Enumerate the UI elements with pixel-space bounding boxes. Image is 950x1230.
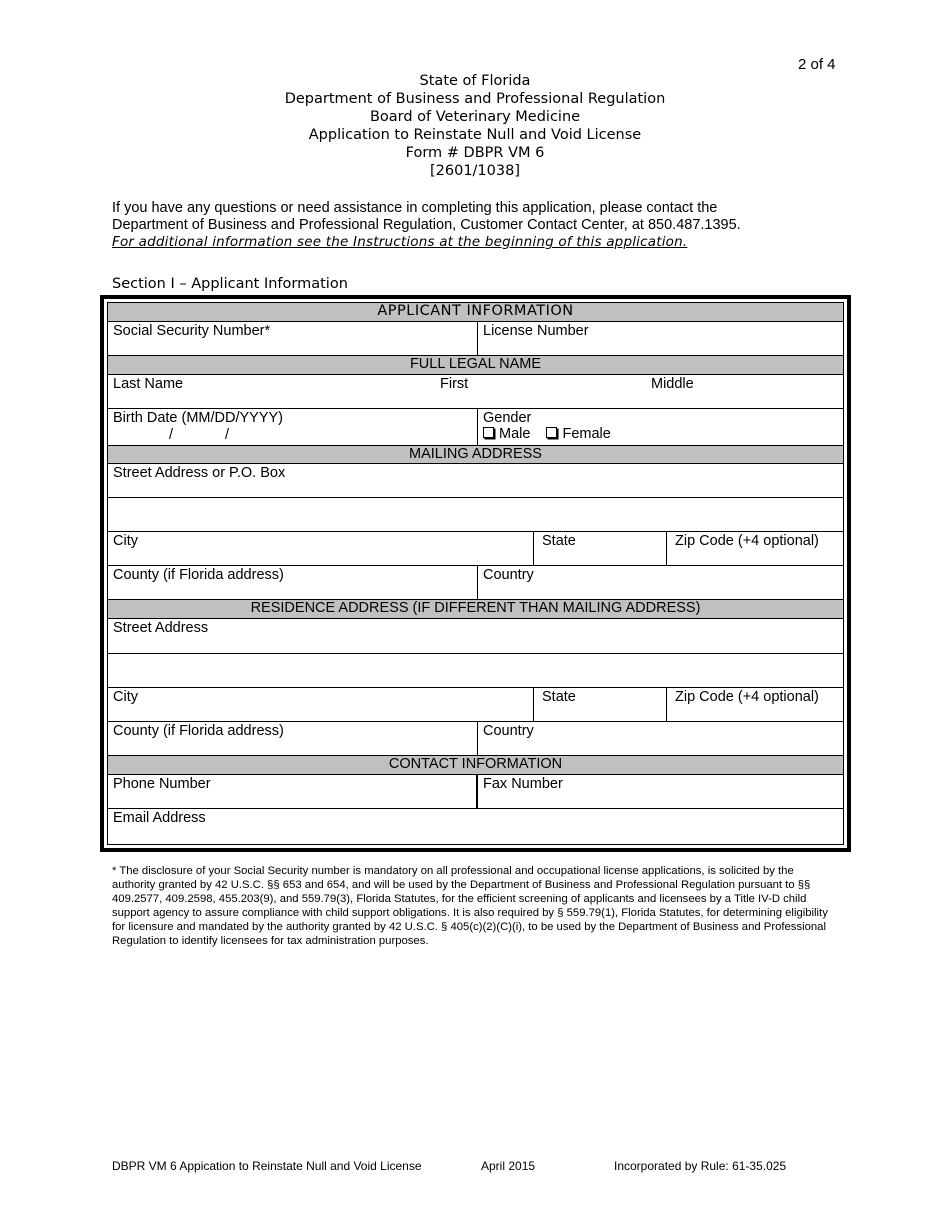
birth-date-label: Birth Date (MM/DD/YYYY) <box>113 410 283 426</box>
residence-state-field[interactable] <box>533 688 666 721</box>
ssn-license-row <box>108 322 843 356</box>
mailing-county-field[interactable] <box>108 566 477 599</box>
mailing-city-field[interactable] <box>108 532 533 565</box>
phone-number-field[interactable] <box>108 775 476 808</box>
birth-date-separator-2: / <box>225 427 230 443</box>
section-title: Section I – Applicant Information <box>112 276 348 292</box>
mailing-state-field[interactable] <box>533 532 666 565</box>
female-option[interactable] <box>546 426 610 442</box>
mailing-county-label: County (if Florida address) <box>113 567 284 583</box>
residence-county-field[interactable] <box>108 722 477 755</box>
header-form-number: Form # DBPR VM 6 <box>405 145 545 161</box>
residence-city-row <box>108 688 843 722</box>
residence-city-field[interactable] <box>108 688 533 721</box>
birth-date-separator-1: / <box>169 427 174 443</box>
residence-zip-label: Zip Code (+4 optional) <box>675 689 819 705</box>
page-number: 2 of 4 <box>798 56 836 73</box>
mailing-city-label: City <box>113 533 138 549</box>
female-checkbox[interactable] <box>546 427 557 438</box>
residence-country-field[interactable] <box>477 722 843 755</box>
phone-fax-row <box>108 775 843 809</box>
mailing-country-field[interactable] <box>477 566 843 599</box>
header-application-title: Application to Reinstate Null and Void License <box>308 127 642 143</box>
ssn-disclosure-note: * The disclosure of your Social Security number is mandatory on all professional and occupational license applications, is solicited by the authority granted by 42 U.S.C. §§ 653 and 654, and will be used by the Department of Business and Professional Regulation pursuant to §§ 409.2577, 409.2598, 455.203(9), and 559.79(3), Florida Statutes, for the efficient screening of applicants and licensees by a Title IV-D child support agency to assure compliance with child support obligations. It is also required by § 559.79(1), Florida Statutes, for determining eligibility for licensure and mandated by the authority granted by 42 U.S.C. § 405(c)(2)(C)(i), to be used by the Department of Business and Professional Regulation to identify licensees for tax administration purposes. <box>112 865 828 947</box>
header-state: State of Florida <box>419 73 531 89</box>
gender-field <box>477 409 843 445</box>
footer-form-name: DBPR VM 6 Appication to Reinstate Null and Void License <box>112 1159 422 1173</box>
email-row[interactable] <box>108 809 843 843</box>
footer-date: April 2015 <box>481 1159 536 1173</box>
birth-date-field[interactable] <box>108 409 477 445</box>
residence-address-header: RESIDENCE ADDRESS (IF DIFFERENT THAN MAILING ADDRESS) <box>108 600 843 619</box>
residence-county-label: County (if Florida address) <box>113 723 284 739</box>
full-legal-name-header: FULL LEGAL NAME <box>108 356 843 375</box>
mailing-zip-field[interactable] <box>666 532 843 565</box>
male-label: Male <box>499 426 531 442</box>
applicant-information-header: APPLICANT INFORMATION <box>108 303 843 322</box>
mailing-county-row <box>108 566 843 600</box>
male-option[interactable] <box>483 426 530 442</box>
last-name-label: Last Name <box>113 376 184 392</box>
first-name-label: First <box>440 376 469 392</box>
fax-number-field[interactable] <box>476 775 843 808</box>
mailing-street-row-2[interactable] <box>108 498 843 532</box>
residence-state-label: State <box>542 689 576 705</box>
residence-county-row <box>108 722 843 756</box>
residence-street-row-1[interactable] <box>108 619 843 654</box>
ssn-field[interactable] <box>108 322 477 355</box>
ssn-label: Social Security Number* <box>113 323 271 339</box>
header-form-code: [2601/1038] <box>429 163 520 179</box>
header-department: Department of Business and Professional Regulation <box>284 91 666 107</box>
residence-street-label: Street Address <box>113 620 209 636</box>
applicant-form <box>100 295 851 852</box>
name-row[interactable] <box>108 375 843 409</box>
header-board: Board of Veterinary Medicine <box>369 109 581 125</box>
mailing-street-label: Street Address or P.O. Box <box>113 465 286 481</box>
intro-paragraph <box>112 200 832 251</box>
residence-city-label: City <box>113 689 138 705</box>
intro-line-1: If you have any questions or need assistance in completing this application, please contact the <box>112 200 718 216</box>
email-address-label: Email Address <box>113 810 206 826</box>
male-checkbox[interactable] <box>483 427 494 438</box>
mailing-street-row-1[interactable] <box>108 464 843 498</box>
license-number-label: License Number <box>483 323 589 339</box>
intro-line-2: Department of Business and Professional Regulation, Customer Contact Center, at 850.487.1395. <box>112 217 741 233</box>
gender-label: Gender <box>483 410 532 426</box>
contact-information-header: CONTACT INFORMATION <box>108 756 843 775</box>
mailing-address-header: MAILING ADDRESS <box>108 446 843 464</box>
female-label: Female <box>562 426 611 442</box>
mailing-zip-label: Zip Code (+4 optional) <box>675 533 819 549</box>
residence-zip-field[interactable] <box>666 688 843 721</box>
footer-rule: Incorporated by Rule: 61-35.025 <box>614 1159 787 1173</box>
middle-name-label: Middle <box>651 376 694 392</box>
document-header <box>0 72 950 180</box>
intro-instructions-note: For additional information see the Instructions at the beginning of this application. <box>112 234 688 250</box>
mailing-city-row <box>108 532 843 566</box>
residence-country-label: Country <box>483 723 534 739</box>
license-number-field[interactable] <box>477 322 843 355</box>
mailing-country-label: Country <box>483 567 534 583</box>
birth-gender-row <box>108 409 843 446</box>
phone-number-label: Phone Number <box>113 776 211 792</box>
mailing-state-label: State <box>542 533 576 549</box>
fax-number-label: Fax Number <box>483 776 563 792</box>
residence-street-row-2[interactable] <box>108 654 843 688</box>
